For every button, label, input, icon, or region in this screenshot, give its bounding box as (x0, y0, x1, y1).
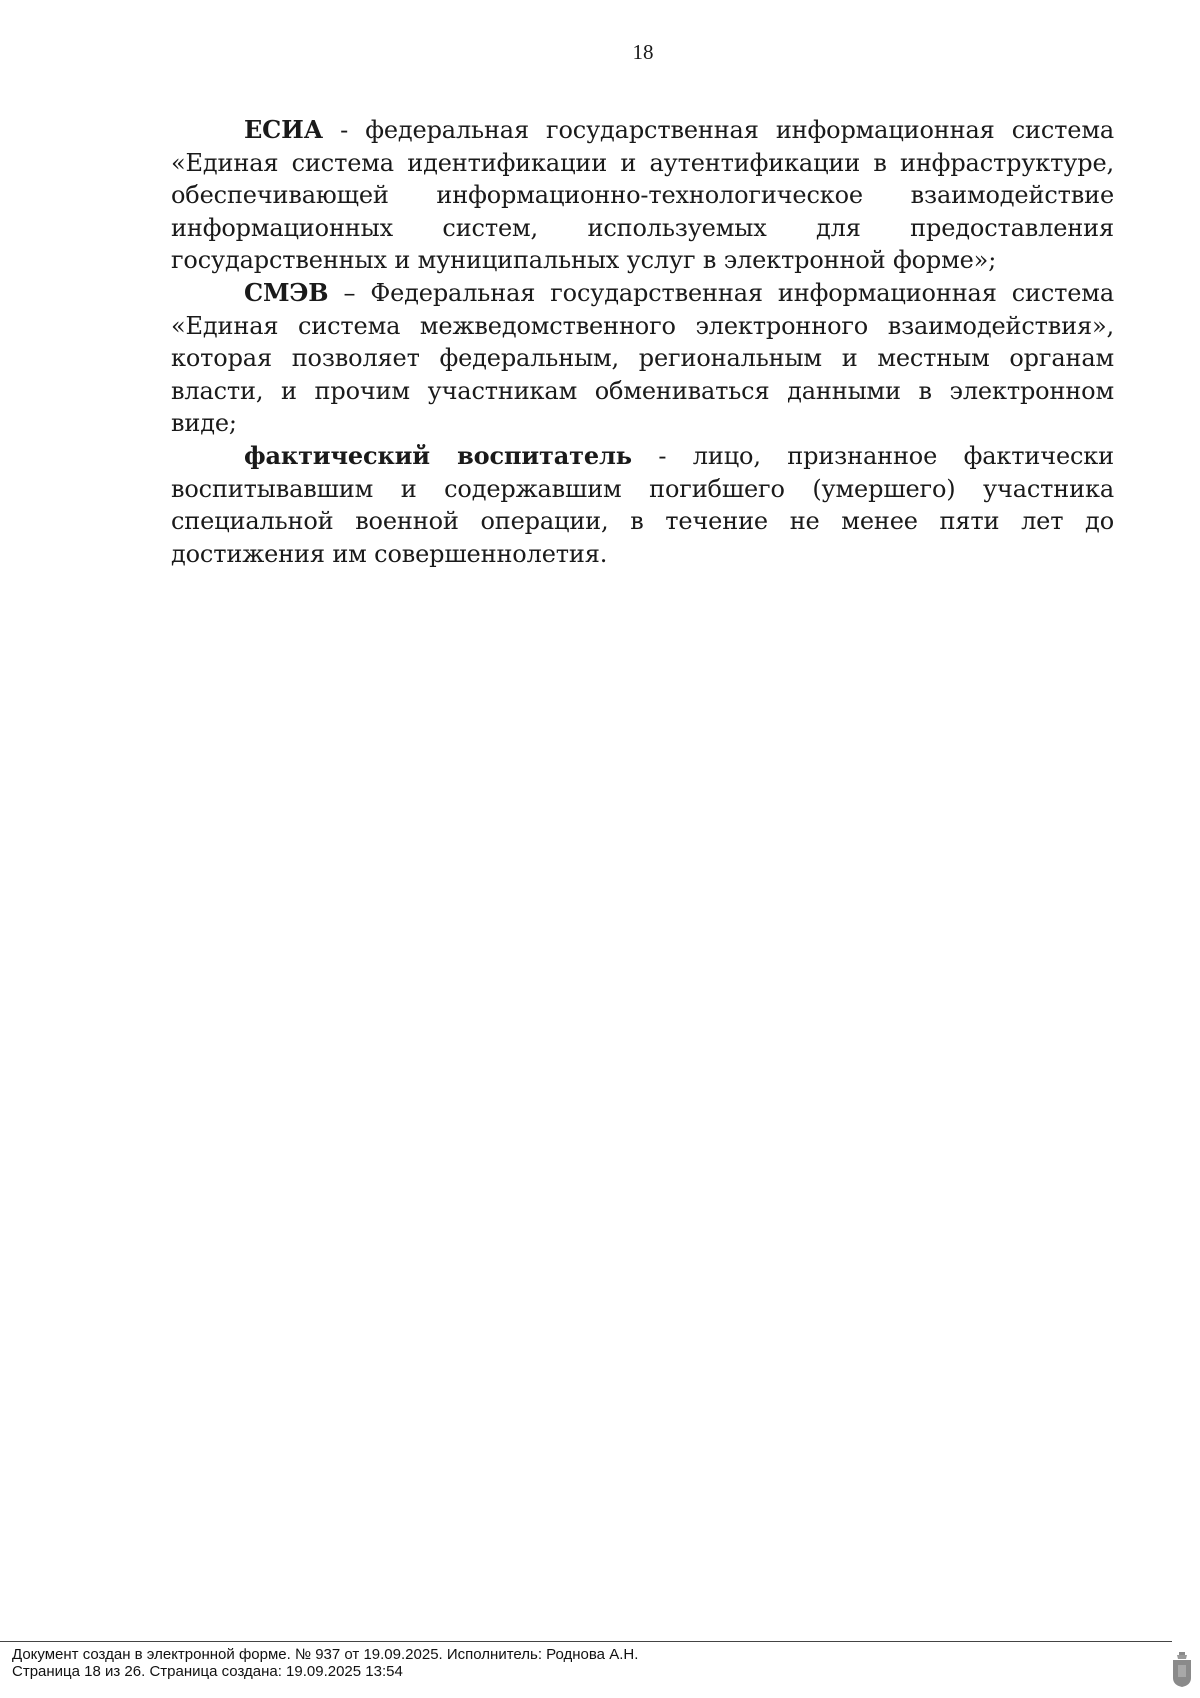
footer (12, 1647, 1162, 1680)
definition-smev (171, 277, 1114, 440)
coat-of-arms-icon (1171, 1652, 1193, 1688)
definition-text: - лицо, признанное фактически воспитывавшим и содержавшим погибшего (умершего) участника специальной военной операции, в течение не менее пяти лет до достижения им совершеннолетия. (171, 441, 1114, 568)
definition-esia (171, 114, 1114, 277)
page-number: 18 (632, 40, 654, 64)
definition-text: – Федеральная государственная информационная система «Единая система межведомственного электронного взаимодействия», которая позволяет федеральным, региональным и местным органам власти, и прочим участникам обмениваться данными в электронном виде; (171, 278, 1114, 438)
footer-document-info: Документ создан в электронной форме. № 937 от 19.09.2025. Исполнитель: Роднова А.Н. (12, 1646, 639, 1663)
definition-term: СМЭВ (244, 277, 329, 307)
definition-actual-guardian (171, 440, 1114, 570)
definition-term: ЕСИА (244, 115, 324, 144)
footer-page-info: Страница 18 из 26. Страница создана: 19.09.2025 13:54 (12, 1662, 403, 1680)
definition-term: фактический воспитатель (244, 440, 632, 470)
footer-divider (0, 1641, 1172, 1642)
definition-text: - федеральная государственная информационная система «Единая система идентификации и аутентификации в инфраструктуре, обеспечивающей информационно-технологическое взаимодействие информационных систем, используемых для предоставления государственных и муниципальных услуг в электронной форме»; (171, 116, 1114, 275)
document-body (171, 114, 1114, 570)
